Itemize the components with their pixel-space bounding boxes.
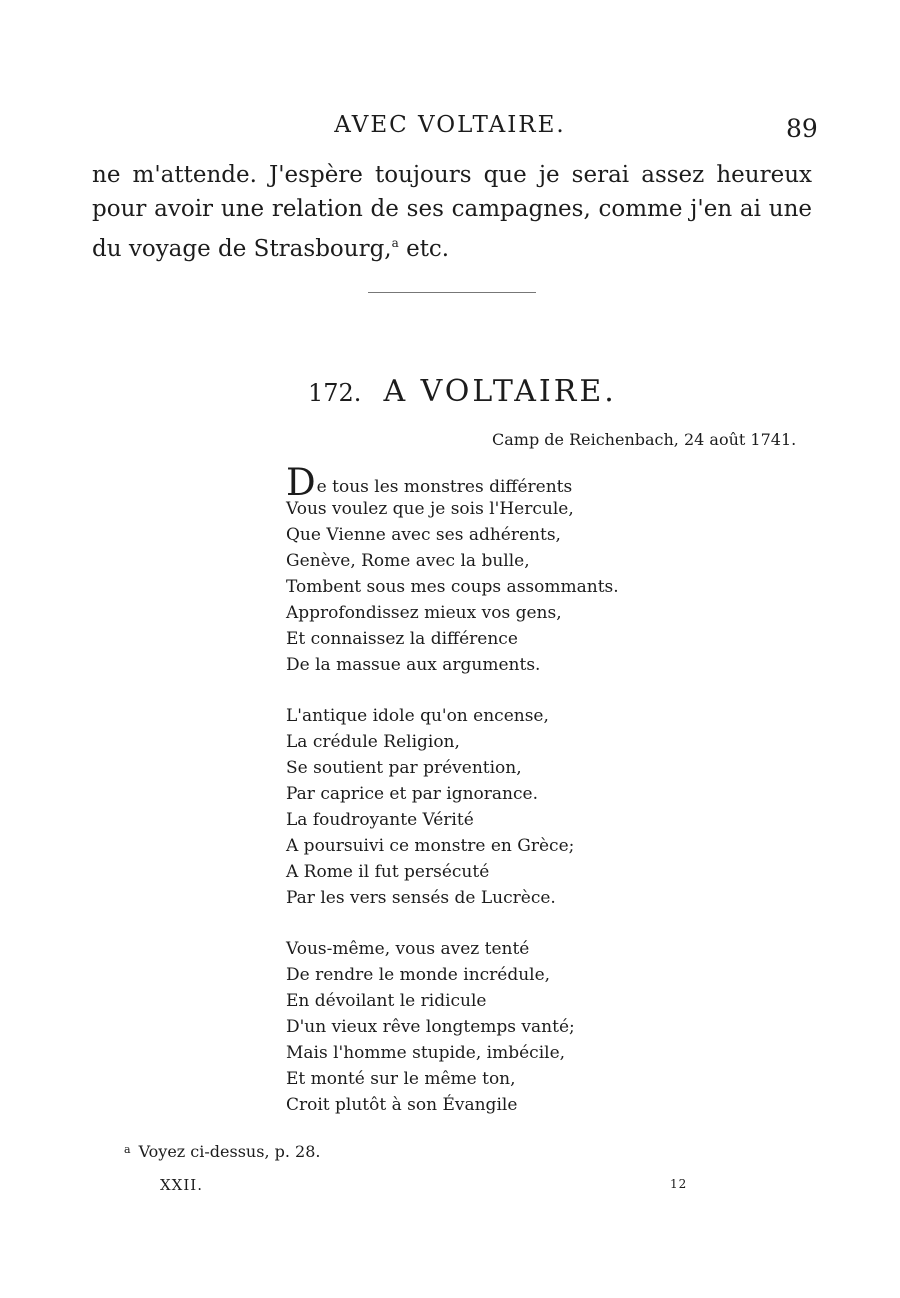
footnote-mark: a [124, 1143, 131, 1156]
letter-title: A VOLTAIRE. [383, 374, 617, 409]
poem-line: La foudroyante Vérité [286, 810, 474, 830]
poem-line: De la massue aux arguments. [286, 655, 541, 675]
poem-line: Tombent sous mes coups assommants. [286, 577, 619, 597]
poem-line: Approfondissez mieux vos gens, [286, 603, 562, 623]
poem-line: Vous-même, vous avez tenté [286, 939, 530, 959]
poem-line: Genève, Rome avec la bulle, [286, 551, 530, 571]
prose-ending: etc. [398, 236, 450, 262]
letter-number: 172. [308, 379, 362, 407]
poem-line: En dévoilant le ridicule [286, 991, 487, 1011]
footnote-reference: a [391, 236, 399, 250]
prose-text: ne m'attende. J'espère toujours que je serai assez heureux pour avoir une relation de ses campagnes, comme j'en ai une du voyage de Strasbourg, [92, 162, 812, 262]
poem-line: Croit plutôt à son Évangile [286, 1095, 518, 1115]
poem-line-text: e tous les monstres différents [316, 477, 573, 497]
footnote [124, 1142, 320, 1161]
poem-stanza-2 [286, 703, 619, 911]
poem-line: Par les vers sensés de Lucrèce. [286, 888, 556, 908]
poem-line: Et connaissez la différence [286, 629, 518, 649]
prose-paragraph [92, 158, 812, 266]
drop-cap: D [286, 461, 316, 504]
letter-dateline: Camp de Reichenbach, 24 août 1741. [492, 430, 797, 449]
poem-stanza-1 [286, 461, 619, 678]
volume-signature: XXII. [160, 1176, 203, 1194]
poem-stanza-3 [286, 936, 619, 1118]
poem-line: Vous voulez que je sois l'Hercule, [286, 499, 574, 519]
poem-line: A poursuivi ce monstre en Grèce; [286, 836, 575, 856]
poem-line: Par caprice et par ignorance. [286, 784, 538, 804]
poem-line: D'un vieux rêve longtemps vanté; [286, 1017, 575, 1037]
poem-line: A Rome il fut persécuté [286, 862, 490, 882]
sheet-signature: 12 [670, 1177, 688, 1191]
poem [286, 461, 619, 1143]
poem-line: De rendre le monde incrédule, [286, 965, 551, 985]
running-head: AVEC VOLTAIRE. [334, 112, 566, 138]
poem-line: Que Vienne avec ses adhérents, [286, 525, 561, 545]
poem-line [286, 461, 619, 504]
page-number: 89 [786, 114, 818, 143]
section-divider [368, 292, 536, 293]
letter-heading [308, 374, 617, 409]
poem-line: Se soutient par prévention, [286, 758, 522, 778]
footnote-text: Voyez ci-dessus, p. 28. [138, 1142, 321, 1161]
poem-line: Mais l'homme stupide, imbécile, [286, 1043, 566, 1063]
poem-line: L'antique idole qu'on encense, [286, 706, 549, 726]
poem-line: Et monté sur le même ton, [286, 1069, 516, 1089]
poem-line: La crédule Religion, [286, 732, 460, 752]
